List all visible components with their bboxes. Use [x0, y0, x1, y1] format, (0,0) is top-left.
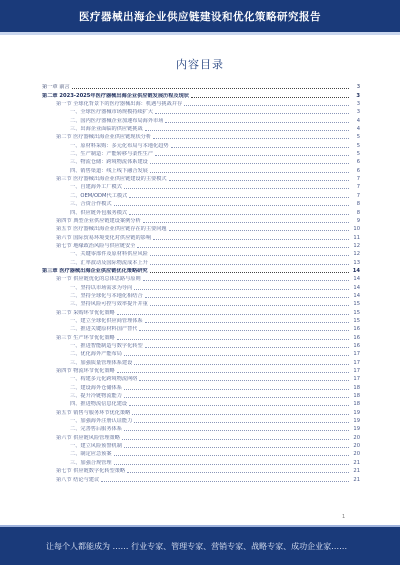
toc-dot-leader — [150, 304, 349, 306]
toc-entry[interactable] — [42, 449, 360, 457]
toc-dot-leader — [114, 454, 349, 456]
toc-entry-page: 21 — [353, 468, 360, 475]
toc-entry-page: 13 — [353, 259, 360, 266]
toc-entry-page: 7 — [356, 176, 360, 183]
toc-entry[interactable] — [42, 257, 360, 265]
toc-dot-leader — [134, 363, 349, 365]
toc-entry-title: 一、坚持以市场需求为导向 — [70, 284, 133, 291]
toc-dot-leader — [117, 338, 349, 340]
toc-entry-title: 第六节 国际贸易环境变化对供应链的影响 — [56, 234, 152, 241]
toc-entry-page: 15 — [353, 301, 360, 308]
toc-entry-title: 一、关键零部件及原材料供应风险 — [70, 251, 148, 258]
toc-dot-leader — [155, 112, 349, 114]
toc-entry[interactable] — [42, 316, 360, 324]
toc-entry[interactable] — [42, 216, 360, 224]
toc-entry-page: 18 — [353, 384, 360, 391]
toc-entry-page: 14 — [352, 267, 360, 274]
toc-entry-title: 一、推进智能制造与数字化转型 — [70, 343, 143, 349]
toc-entry-page: 9 — [356, 217, 360, 224]
toc-entry-page: 3 — [356, 84, 360, 91]
toc-entry[interactable] — [42, 207, 360, 215]
toc-entry-title: 二、生产制造：产能转移与柔性生产 — [70, 151, 154, 158]
toc-dot-leader — [145, 346, 349, 348]
toc-entry-title: 三、物流仓储：跨境物流体系建设 — [70, 159, 148, 166]
toc-entry[interactable] — [42, 374, 360, 382]
toc-entry-page: 17 — [353, 368, 360, 375]
toc-entry-title: 二、OEM/ODM代工模式 — [70, 192, 128, 199]
toc-entry-title: 第五节 销售与服务环节优化策略 — [56, 409, 131, 416]
toc-entry-title: 三、加强质量管理体系建设 — [70, 359, 133, 366]
toc-entry[interactable] — [42, 424, 360, 432]
toc-entry[interactable] — [42, 291, 360, 299]
toc-entry-title: 第一节 全球化背景下的医疗器械出海：机遇与挑战并存 — [56, 101, 183, 108]
toc-dot-leader — [139, 329, 349, 331]
toc-entry-title: 第二章 2023-2025年医疗器械出海企业供应链发展历程及现状 — [42, 92, 189, 99]
toc-entry-title: 一、原材料采购：多元化布局与本地化趋势 — [70, 142, 169, 149]
toc-entry[interactable] — [42, 157, 360, 165]
toc-entry-title: 四、推进物流信息化建设 — [70, 401, 128, 408]
toc-dot-leader — [165, 121, 349, 123]
toc-entry[interactable] — [42, 382, 360, 390]
toc-dot-leader — [153, 137, 349, 139]
toc-entry[interactable] — [42, 341, 360, 349]
toc-entry-page: 17 — [353, 359, 360, 366]
toc-dot-leader — [143, 279, 349, 281]
toc-entry-title: 第三节 生产环节优化策略 — [56, 334, 115, 341]
toc-entry-title: 第三节 医疗器械出海企业供应链建设的主要模式 — [56, 176, 167, 183]
toc-dot-leader — [129, 404, 349, 406]
toc-entry-page: 7 — [356, 192, 360, 199]
toc-entry[interactable] — [42, 474, 360, 482]
toc-entry-title: 一、构建多元化跨境物流网络 — [70, 376, 138, 383]
toc-entry[interactable] — [42, 174, 360, 182]
toc-entry-page: 5 — [356, 151, 360, 158]
toc-entry-title: 三、合资合作模式 — [70, 201, 112, 208]
toc-entry-page: 5 — [356, 134, 360, 141]
toc-entry-title: 三、加强合规管理 — [70, 459, 112, 466]
toc-entry-title: 一、自建海外工厂模式 — [70, 184, 122, 191]
toc-entry[interactable] — [42, 82, 360, 90]
toc-entry-page: 16 — [353, 326, 360, 333]
toc-entry[interactable] — [42, 107, 360, 115]
toc-entry[interactable] — [42, 391, 360, 399]
toc-entry-page: 3 — [356, 101, 360, 108]
toc-entry-title: 二、汇率波动及国际物流成本上升 — [70, 259, 148, 266]
toc-dot-leader — [124, 187, 349, 189]
toc-dot-leader — [145, 296, 349, 298]
toc-entry-title: 第一章 前言 — [42, 84, 70, 91]
toc-entry-page: 12 — [353, 251, 360, 258]
toc-entry-page: 3 — [356, 92, 360, 99]
toc-entry-page: 16 — [353, 343, 360, 349]
toc-entry[interactable] — [42, 249, 360, 257]
toc-dot-leader — [191, 96, 349, 98]
toc-dot-leader — [139, 379, 349, 381]
toc-dot-leader — [150, 162, 349, 164]
toc-entry-page: 5 — [356, 142, 360, 149]
toc-entry-page: 6 — [356, 167, 360, 174]
toc-entry-page: 17 — [353, 351, 360, 358]
header-stripe — [0, 32, 400, 35]
toc-entry-title: 四、供应链外包服务模式 — [70, 209, 128, 216]
toc-entry-page: 19 — [353, 426, 360, 433]
toc-entry[interactable] — [42, 416, 360, 424]
toc-dot-leader — [129, 196, 349, 198]
toc-entry-title: 一、全球医疗器械市场规模持续扩大 — [70, 109, 154, 116]
toc-entry[interactable] — [42, 124, 360, 132]
toc-entry-page: 21 — [353, 476, 360, 483]
toc-entry-page: 21 — [353, 459, 360, 466]
toc-entry[interactable] — [42, 165, 360, 173]
toc-entry-page: 8 — [356, 209, 360, 216]
toc-dot-leader — [101, 480, 349, 482]
footer-slogan: 让每个人都能成为 …… 行业专家、管理专家、营销专家、战略专家、成功企业家…… — [46, 541, 348, 551]
toc-entry-page: 6 — [356, 159, 360, 166]
toc-entry[interactable] — [42, 366, 360, 374]
toc-entry-title: 第七节 供应链数字化转型策略 — [56, 468, 126, 475]
toc-entry-page: 18 — [353, 401, 360, 408]
toc-dot-leader — [72, 87, 349, 89]
toc-dot-leader — [134, 288, 349, 290]
toc-entry[interactable] — [42, 190, 360, 198]
toc-entry-page: 3 — [356, 109, 360, 116]
toc-entry-page: 19 — [353, 418, 360, 425]
toc-dot-leader — [155, 154, 349, 156]
table-of-contents — [42, 82, 360, 483]
toc-entry-title: 三、出海企业面临的供应链挑战 — [70, 126, 143, 133]
toc-entry-page: 15 — [353, 309, 360, 316]
page-number: 1 — [342, 514, 346, 520]
toc-heading: 内容目录 — [176, 58, 224, 71]
toc-entry-title: 二、完善售后服务体系 — [70, 426, 122, 433]
toc-entry-title: 二、优化海外产能布局 — [70, 351, 122, 358]
toc-entry[interactable] — [42, 199, 360, 207]
toc-entry-page: 20 — [353, 443, 360, 450]
toc-entry-title: 第二节 医疗器械出海企业供应链现状分析 — [56, 134, 152, 141]
toc-entry-title: 二、坚持全球化与本地化相结合 — [70, 292, 143, 299]
toc-entry-title: 第五节 医疗器械出海企业供应链存在的主要问题 — [56, 226, 167, 233]
toc-dot-leader — [150, 271, 349, 273]
toc-dot-leader — [122, 438, 349, 440]
toc-entry-page: 8 — [356, 201, 360, 208]
toc-dot-leader — [150, 171, 349, 173]
toc-entry-title: 第二节 采购环节优化策略 — [56, 309, 115, 316]
toc-dot-leader — [134, 421, 349, 423]
toc-entry[interactable] — [42, 307, 360, 315]
toc-entry-page: 11 — [353, 234, 360, 241]
toc-entry[interactable] — [42, 399, 360, 407]
toc-dot-leader — [129, 213, 349, 215]
toc-entry-title: 二、制定应急预案 — [70, 451, 112, 458]
toc-entry[interactable] — [42, 457, 360, 465]
toc-dot-leader — [184, 104, 349, 106]
toc-entry-page: 12 — [353, 242, 360, 249]
report-header — [0, 0, 400, 32]
toc-entry-page: 17 — [353, 376, 360, 383]
toc-entry[interactable] — [42, 274, 360, 282]
toc-entry-title: 二、推进关键原材料国产替代 — [70, 326, 138, 333]
toc-entry[interactable] — [42, 324, 360, 332]
toc-entry-title: 一、建立全球化供应商管理体系 — [70, 317, 143, 324]
toc-entry-title: 二、国内医疗器械企业加速布局海外市场 — [70, 117, 164, 124]
toc-dot-leader — [114, 463, 349, 465]
toc-entry-page: 14 — [353, 284, 360, 291]
toc-entry-page: 4 — [356, 126, 360, 133]
toc-dot-leader — [117, 313, 349, 315]
toc-dot-leader — [124, 446, 349, 448]
toc-entry[interactable] — [42, 140, 360, 148]
toc-entry-title: 第四节 物流环节优化策略 — [56, 368, 115, 375]
toc-entry-title: 第七节 地缘政治风险与供应链安全 — [56, 242, 136, 249]
toc-entry-page: 20 — [353, 451, 360, 458]
toc-entry-page: 4 — [356, 117, 360, 124]
toc-entry[interactable] — [42, 149, 360, 157]
toc-entry[interactable] — [42, 357, 360, 365]
toc-entry-title: 三、提升冷链物流能力 — [70, 393, 122, 400]
toc-entry-title: 二、建设海外仓储体系 — [70, 384, 122, 391]
toc-entry[interactable] — [42, 115, 360, 123]
toc-entry[interactable] — [42, 332, 360, 340]
toc-entry-page: 14 — [353, 276, 360, 283]
toc-dot-leader — [153, 238, 349, 240]
toc-entry-page: 18 — [353, 393, 360, 400]
toc-entry-title: 第四节 典型企业供应链建设案例分析 — [56, 217, 141, 224]
toc-entry-title: 一、加强海外注册认证能力 — [70, 418, 133, 425]
toc-entry-title: 第一节 供应链优化的总体思路与原则 — [56, 276, 141, 283]
toc-entry[interactable] — [42, 132, 360, 140]
toc-dot-leader — [145, 129, 349, 131]
toc-dot-leader — [143, 221, 349, 223]
toc-dot-leader — [114, 204, 349, 206]
toc-entry-title: 第六节 供应链风险管理策略 — [56, 434, 120, 441]
toc-entry[interactable] — [42, 99, 360, 107]
toc-entry[interactable] — [42, 282, 360, 290]
toc-entry[interactable] — [42, 407, 360, 415]
toc-dot-leader — [127, 471, 349, 473]
report-footer — [0, 527, 400, 565]
toc-entry-title: 四、销售渠道：线上线下融合发展 — [70, 167, 148, 174]
toc-dot-leader — [132, 413, 349, 415]
toc-entry-title: 第八节 结论与建议 — [56, 476, 100, 483]
toc-entry[interactable] — [42, 182, 360, 190]
toc-entry-title: 三、坚持风险可控与效率提升并重 — [70, 301, 148, 308]
toc-entry[interactable] — [42, 466, 360, 474]
toc-entry[interactable] — [42, 441, 360, 449]
toc-entry-page: 10 — [353, 226, 360, 233]
toc-entry[interactable] — [42, 349, 360, 357]
toc-dot-leader — [117, 371, 349, 373]
toc-dot-leader — [150, 263, 349, 265]
toc-dot-leader — [124, 429, 349, 431]
toc-entry[interactable] — [42, 241, 360, 249]
toc-entry-page: 14 — [353, 292, 360, 299]
report-title: 医疗器械出海企业供应链建设和优化策略研究报告 — [79, 10, 321, 23]
toc-dot-leader — [124, 354, 349, 356]
toc-dot-leader — [171, 146, 349, 148]
toc-dot-leader — [137, 246, 349, 248]
toc-dot-leader — [124, 396, 349, 398]
toc-dot-leader — [150, 254, 349, 256]
toc-dot-leader — [145, 321, 349, 323]
toc-entry[interactable] — [42, 90, 360, 98]
toc-entry[interactable] — [42, 432, 360, 440]
toc-entry-page: 20 — [353, 434, 360, 441]
toc-entry-page: 15 — [353, 317, 360, 324]
toc-entry-page: 16 — [353, 334, 360, 341]
toc-entry[interactable] — [42, 232, 360, 240]
toc-entry[interactable] — [42, 224, 360, 232]
toc-entry-title: 第三章 医疗器械出海企业供应链优化策略研究 — [42, 267, 148, 274]
toc-dot-leader — [169, 229, 349, 231]
toc-entry-page: 19 — [353, 409, 360, 416]
toc-dot-leader — [169, 179, 349, 181]
toc-dot-leader — [124, 388, 349, 390]
toc-entry[interactable] — [42, 299, 360, 307]
toc-entry-page: 7 — [356, 184, 360, 191]
toc-entry-title: 一、建立风险预警机制 — [70, 443, 122, 450]
toc-entry[interactable] — [42, 266, 360, 274]
